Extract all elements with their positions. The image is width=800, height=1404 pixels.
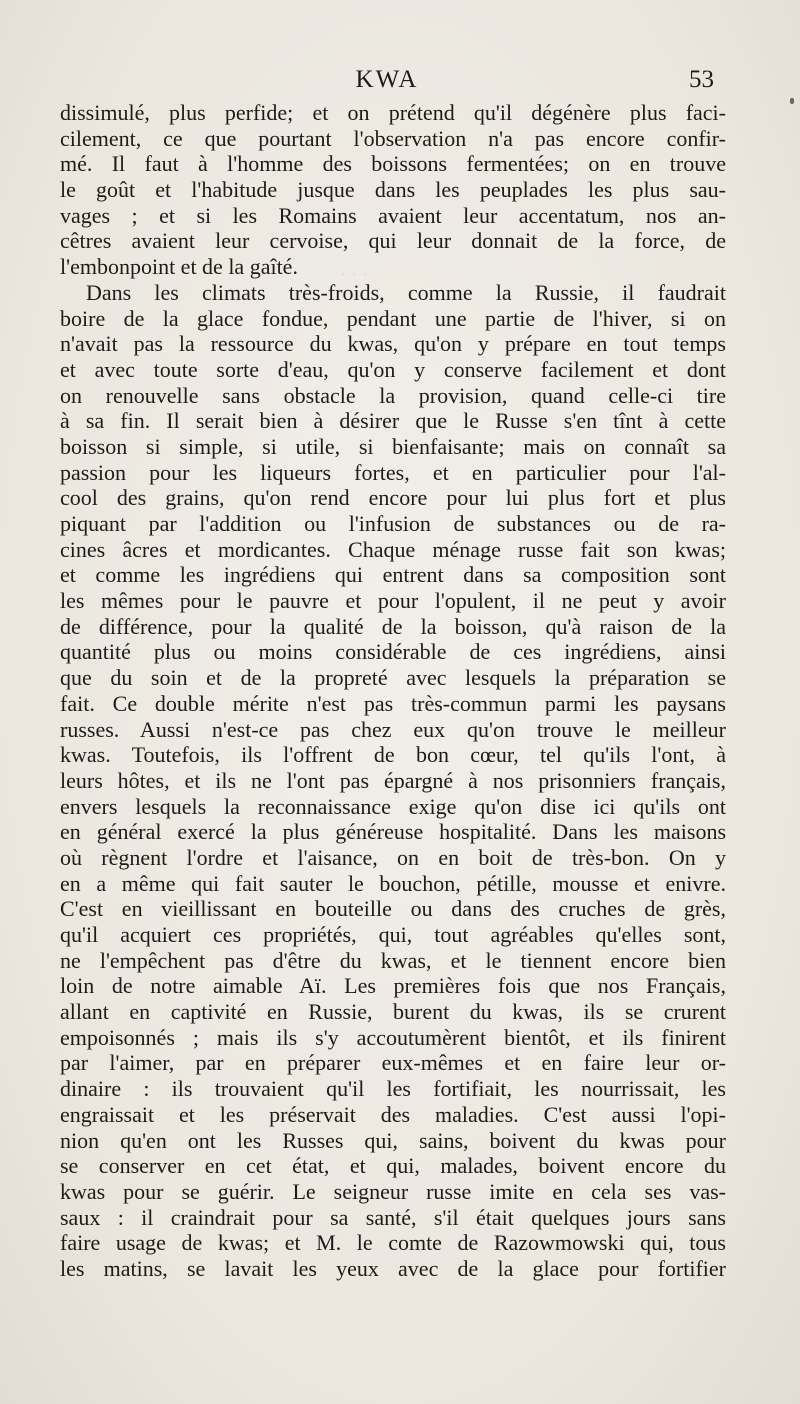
text-line: on renouvelle sans obstacle la provision, quand celle-ci tire — [60, 382, 726, 408]
text-line: en a même qui fait sauter le bouchon, pétille, mousse et enivre. — [60, 870, 726, 896]
text-line: engraissait et les préservait des maladies. C'est aussi l'opi- — [60, 1101, 726, 1127]
text-line: saux : il craindrait pour sa santé, s'il était quelques jours sans — [60, 1204, 726, 1230]
text-line: les matins, se lavait les yeux avec de la glace pour fortifier — [60, 1255, 726, 1281]
page-header — [60, 66, 714, 98]
text-line: boire de la glace fondue, pendant une partie de l'hiver, si on — [60, 305, 726, 331]
text-line: se conserver en cet état, et qui, malades, boivent encore du — [60, 1153, 726, 1179]
running-head: KWA — [355, 66, 419, 93]
text-line: vages ; et si les Romains avaient leur accentatum, nos an- — [60, 202, 726, 228]
text-line: et avec toute sorte d'eau, qu'on y conserve facilement et dont — [60, 356, 726, 382]
text-line: leurs hôtes, et ils ne l'ont pas épargné à nos prisonniers français, — [60, 767, 726, 793]
text-line: à sa fin. Il serait bien à désirer que le Russe s'en tînt à cette — [60, 408, 726, 434]
text-line: qu'il acquiert ces propriétés, qui, tout agréables qu'elles sont, — [60, 922, 726, 947]
text-line: fait. Ce double mérite n'est pas très-commun parmi les paysans — [60, 690, 726, 716]
text-line: loin de notre aimable Aï. Les premières fois que nos Français, — [60, 973, 726, 999]
text-line: dissimulé, plus perfide; et on prétend qu'il dégénère plus faci- — [60, 100, 726, 125]
text-line: faire usage de kwas; et M. le comte de Razowmowski qui, tous — [60, 1230, 726, 1256]
text-line: et comme les ingrédiens qui entrent dans sa composition sont — [60, 562, 726, 588]
text-line: n'avait pas la ressource du kwas, qu'on y prépare en tout temps — [60, 331, 726, 357]
paragraph-start-line: Dans les climats très-froids, comme la Russie, il faudrait — [86, 279, 726, 305]
text-line: mé. Il faut à l'homme des boissons fermentées; on en trouve — [60, 151, 726, 177]
text-line: kwas. Toutefois, ils l'offrent de bon cœur, tel qu'ils l'ont, à — [60, 742, 726, 768]
text-line: nion qu'en ont les Russes qui, sains, boivent du kwas pour — [60, 1127, 726, 1153]
text-line: boisson si simple, si utile, si bienfaisante; mais on connaît sa — [60, 433, 726, 459]
text-line: les mêmes pour le pauvre et pour l'opulent, il ne peut y avoir — [60, 588, 726, 614]
text-line: de différence, pour la qualité de la boisson, qu'à raison de la — [60, 613, 726, 639]
text-line: dinaire : ils trouvaient qu'il les fortifiait, les nourrissait, les — [60, 1076, 726, 1102]
page-number: 53 — [689, 66, 714, 93]
text-line: passion pour les liqueurs fortes, et en particulier pour l'al- — [60, 459, 726, 485]
text-line: quantité plus ou moins considérable de ces ingrédiens, ainsi — [60, 639, 726, 665]
text-line: allant en captivité en Russie, burent du kwas, ils se crurent — [60, 999, 726, 1025]
text-line: empoisonnés ; mais ils s'y accoutumèrent bientôt, et ils finirent — [60, 1024, 726, 1050]
text-line: russes. Aussi n'est-ce pas chez eux qu'on trouve le meilleur — [60, 716, 726, 742]
text-line: où règnent l'ordre et l'aisance, on en boit de très-bon. On y — [60, 844, 726, 870]
text-line: cêtres avaient leur cervoise, qui leur donnait de la force, de — [60, 228, 726, 254]
text-line: cines âcres et mordicantes. Chaque ménage russe fait son kwas; — [60, 536, 726, 562]
bleed-through-text-top: · · · — [340, 263, 369, 284]
body-text — [60, 100, 726, 1282]
paper-speck — [790, 98, 794, 104]
text-line: en général exercé la plus généreuse hospitalité. Dans les maisons — [60, 819, 726, 845]
text-line: ne l'empêchent pas d'être du kwas, et le tiennent encore bien — [60, 947, 726, 973]
text-line: piquant par l'addition ou l'infusion de substances ou de ra- — [60, 511, 726, 536]
text-line: que du soin et de la propreté avec lesquels la préparation se — [60, 665, 726, 691]
text-line: cool des grains, qu'on rend encore pour lui plus fort et plus — [60, 485, 726, 511]
paragraph-end-line: l'embonpoint et de la gaîté. — [60, 254, 298, 280]
text-line: envers lesquels la reconnaissance exige qu'on dise ici qu'ils ont — [60, 793, 726, 819]
text-line: kwas pour se guérir. Le seigneur russe imite en cela ses vas- — [60, 1178, 726, 1204]
text-line: le goût et l'habitude jusque dans les peuplades les plus sau- — [60, 177, 726, 203]
text-line: par l'aimer, par en préparer eux-mêmes et en faire leur or- — [60, 1050, 726, 1076]
text-line: C'est en vieillissant en bouteille ou dans des cruches de grès, — [60, 896, 726, 922]
text-line: cilement, ce que pourtant l'observation n'a pas encore confir- — [60, 125, 726, 151]
